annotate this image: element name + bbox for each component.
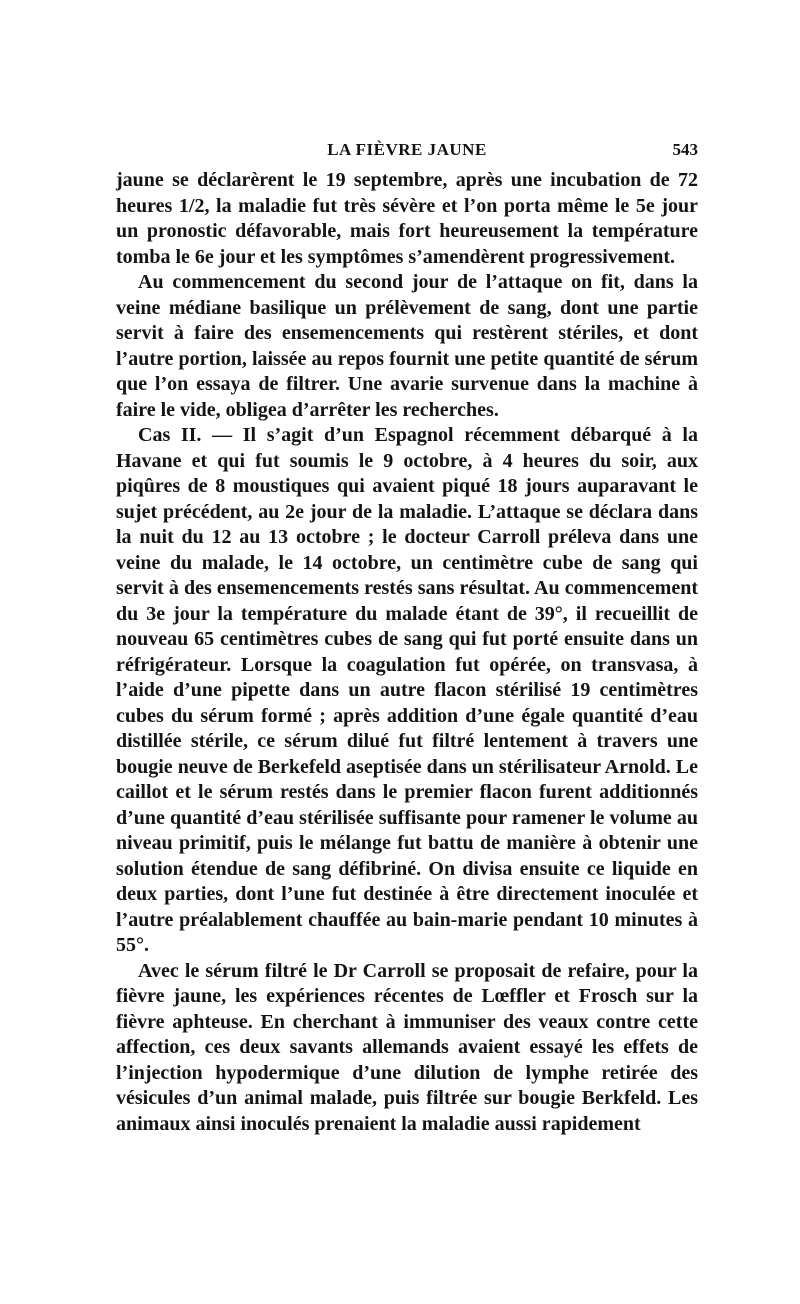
paragraph-continuation: jaune se déclarèrent le 19 septembre, après une incubation de 72 heures 1/2, la maladie fut très sévère et l’on porta même le 5e jour un pronostic défavorable, mais fort heureusement la température tomba le 6e jour et les symptômes s’amendèrent progressivement.	[116, 169, 698, 268]
paragraph-case-two: Cas II. — Il s’agit d’un Espagnol récemment débarqué à la Havane et qui fut soumis le 9 octobre, à 4 heures du soir, aux piqûres de 8 moustiques qui avaient piqué 18 jours auparavant le sujet précédent, au 2e jour de la maladie. L’attaque se déclara dans la nuit du 12 au 13 octobre ; le docteur Carroll préleva dans une veine du malade, le 14 octobre, un centimètre cube de sang qui servit à des ensemencements restés sans résultat. Au commencement du 3e jour la température du malade étant de 39°, il recueillit de nouveau 65 centimètres cubes de sang qui fut porté ensuite dans un réfrigérateur. Lorsque la coagulation fut opérée, on transvasa, à l’aide d’une pipette dans un autre flacon stérilisé 19 centimètres cubes du sérum formé ; après addition d’une égale quantité d’eau distillée stérile, ce sérum dilué fut filtré lentement à travers une bougie neuve de Berkefeld aseptisée dans un stérilisateur Arnold. Le caillot et le sérum restés dans le premier flacon furent additionnés d’une quantité d’eau stérilisée suffisante pour ramener le volume au niveau primitif, puis le mélange fut battu de manière à obtenir une solution étendue de sang défibriné. On divisa ensuite ce liquide en deux parties, dont l’une fut destinée à être directement inoculée et l’autre préalablement chauffée au bain-marie pendant 10 minutes à 55°.	[116, 424, 698, 956]
body-text	[116, 168, 698, 1137]
running-title: LA FIÈVRE JAUNE	[327, 140, 487, 159]
running-head	[116, 140, 698, 164]
paragraph-filtered-serum: Avec le sérum filtré le Dr Carroll se proposait de refaire, pour la fièvre jaune, les expériences récentes de Lœffler et Frosch sur la fièvre aphteuse. En cherchant à immuniser des veaux contre cette affection, ces deux savants allemands avaient essayé les effets de l’injection hypodermique d’une dilution de lymphe retirée des vésicules d’un animal malade, puis filtrée sur bougie Berkfeld. Les animaux ainsi inoculés prenaient la maladie aussi rapidement	[116, 959, 698, 1135]
paragraph-second-day-sampling: Au commencement du second jour de l’attaque on fit, dans la veine médiane basilique un prélèvement de sang, dont une partie servit à faire des ensemencements qui restèrent stériles, et dont l’autre portion, laissée au repos fournit une petite quantité de sérum que l’on essaya de filtrer. Une avarie survenue dans la machine à faire le vide, obligea d’arrêter les recherches.	[116, 271, 698, 421]
page-number: 543	[672, 140, 698, 159]
